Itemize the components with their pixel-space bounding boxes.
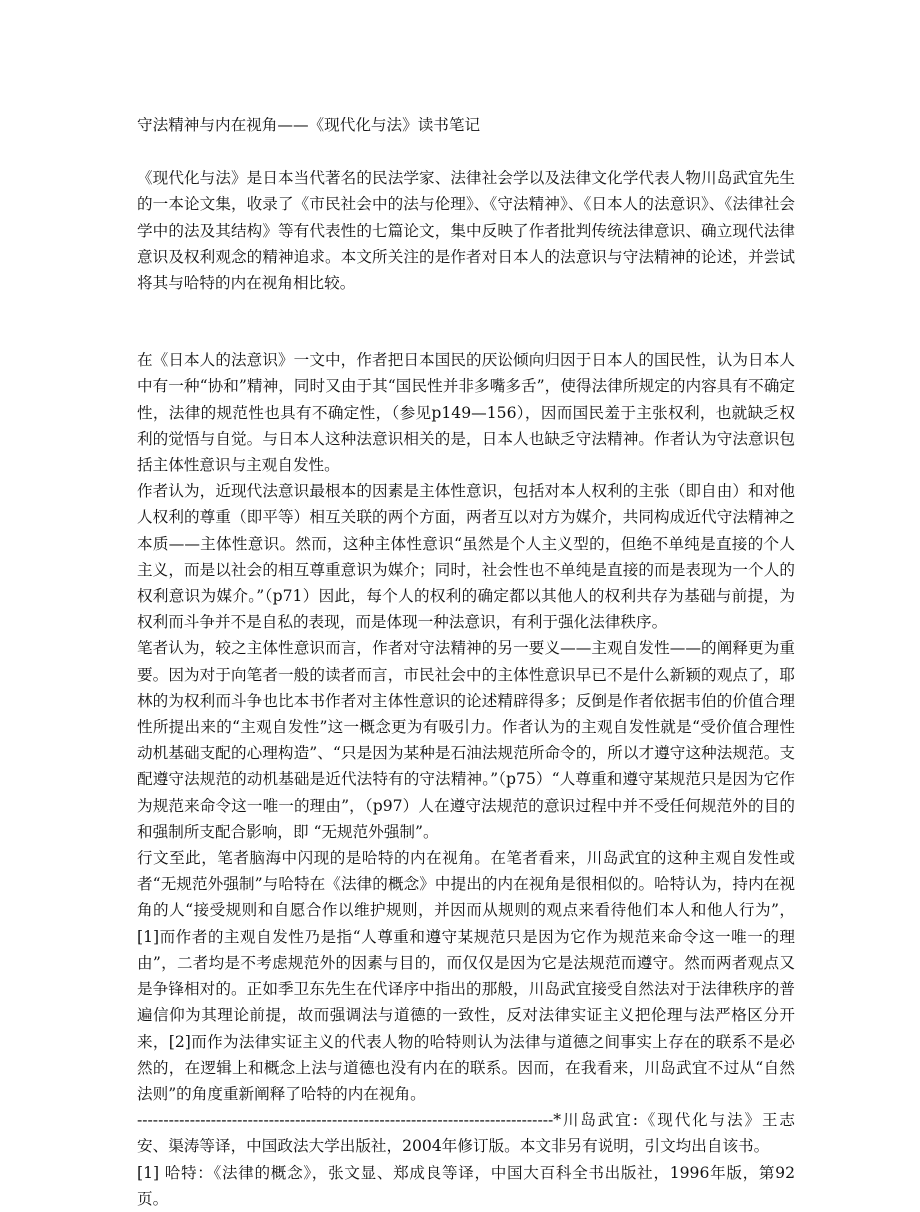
intro-paragraph: 《现代化与法》是日本当代著名的民法学家、法律社会学以及法律文化学代表人物川岛武宜先生的一本论文集，收录了《市民社会中的法与伦理》、《守法精神》、《日本人的法意识》、《法律社会学中的法及其结构》等有代表性的七篇论文，集中反映了作者批判传统法律意识、确立现代法律意识及权利观念的精神追求。本文所关注的是作者对日本人的法意识与守法精神的论述，并尝试将其与哈特的内在视角相比较。 <box>137 169 795 293</box>
footnote-1: [1] 哈特：《法律的概念》，张文显、郑成良等译，中国大百科全书出版社，1996年版，第92页。 <box>137 1163 795 1208</box>
body-paragraph-3: 笔者认为，较之主体性意识而言，作者对守法精神的另一要义——主观自发性——的阐释更为重要。因为对于向笔者一般的读者而言，市民社会中的主体性意识早已不是什么新颖的观点了，耶林的为权利而斗争也比本书作者对主体性意识的论述精辟得多；反倒是作者依据韦伯的价值合理性所提出来的“主观自发性”这一概念更为有吸引力。作者认为的主观自发性就是“受价值合理性动机基础支配的心理构造”、“只是因为某种是石油法规范所命令的，所以才遵守这种法规范。支配遵守法规范的动机基础是近代法特有的守法精神。”（p75）“人尊重和遵守某规范只是因为它作为规范来命令这一唯一的理由”，（p97）人在遵守法规范的意识过程中并不受任何规范外的目的和强制所支配合影响，即 “无规范外强制”。 <box>137 639 795 841</box>
document-title: 守法精神与内在视角——《现代化与法》读书笔记 <box>137 116 481 134</box>
body-paragraph-2: 作者认为，近现代法意识最根本的因素是主体性意识，包括对本人权利的主张（即自由）和对他人权利的尊重（即平等）相互关联的两个方面，两者互以对方为媒介，共同构成近代守法精神之本质——主体性意识。然而，这种主体性意识“虽然是个人主义型的，但绝不单纯是直接的个人主义，而是以社会的相互尊重意识为媒介；同时，社会性也不单纯是直接的而是表现为一个人的权利意识为媒介。”（p71）因此，每个人的权利的确定都以其他人的权利共存为基础与前提，为权利而斗争并不是自私的表现，而是体现一种法意识，有利于强化法律秩序。 <box>137 482 795 632</box>
spacer <box>137 138 795 165</box>
spacer <box>137 296 795 347</box>
document-body <box>137 112 795 1212</box>
body-paragraph-1: 在《日本人的法意识》一文中，作者把日本国民的厌讼倾向归因于日本人的国民性，认为日本人中有一种“协和”精神，同时又由于其“国民性并非多嘴多舌”，使得法律所规定的内容具有不确定性，法律的规范性也具有不确定性，（参见p149—156），因而国民羞于主张权利，也就缺乏权利的觉悟与自觉。与日本人这种法意识相关的是，日本人也缺乏守法精神。作者认为守法意识包括主体性意识与主观自发性。 <box>137 351 795 475</box>
body-paragraph-4: 行文至此，笔者脑海中闪现的是哈特的内在视角。在笔者看来，川岛武宜的这种主观自发性或者“无规范外强制”与哈特在《法律的概念》中提出的内在视角是很相似的。哈特认为，持内在视角的人“接受规则和自愿合作以维护规则，并因而从规则的观点来看待他们本人和他人行为”，[1]而作者的主观自发性乃是指“人尊重和遵守某规范只是因为它作为规范来命令这一唯一的理由”，二者均是不考虑规范外的因素与目的，而仅仅是因为它是法规范而遵守。然而两者观点又是争锋相对的。正如季卫东先生在代译序中指出的那般，川岛武宜接受自然法对于法律秩序的普遍信仰为其理论前提，故而强调法与道德的一致性，反对法律实证主义把伦理与法严格区分开来，[2]而作为法律实证主义的代表人物的哈特则认为法律与道德之间事实上存在的联系不是必然的，在逻辑上和概念上法与道德也没有内在的联系。因而，在我看来，川岛武宜不过从“自然法则”的角度重新阐释了哈特的内在视角。 <box>137 849 795 1103</box>
footnote-source: -------------------------------------------------------------------------------*川岛武宜:《现代化与法》王志安、渠涛等译，中国政法大学出版社，2004年修订版。本文非另有说明，引文均出自该书。 <box>137 1111 795 1156</box>
